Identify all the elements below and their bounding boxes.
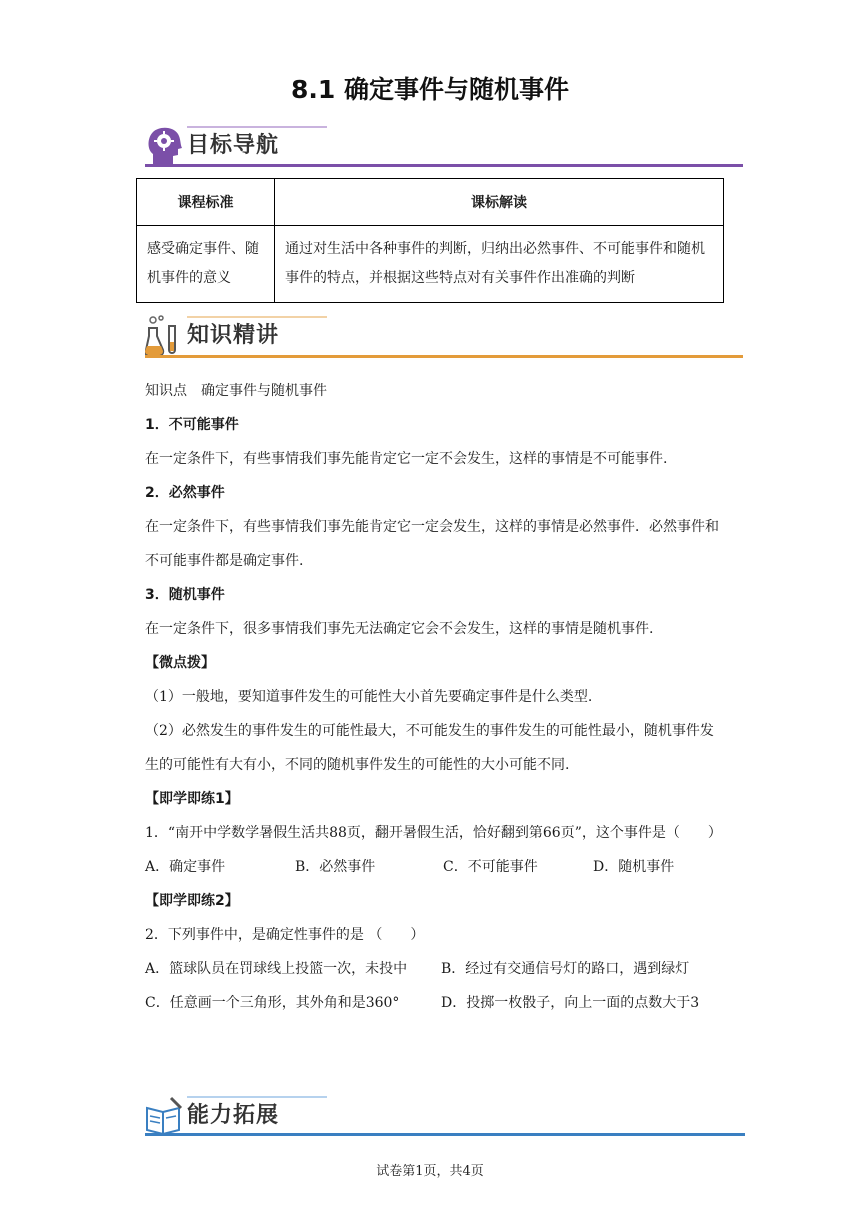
exercise-options: [145, 850, 725, 884]
exercise-heading: 【即学即练2】: [145, 893, 239, 909]
item-heading-random: 3．随机事件: [145, 587, 225, 603]
section-banner-extension: [145, 1094, 745, 1140]
option-b: B．必然事件: [295, 859, 376, 875]
item-text-random: 在一定条件下，很多事情我们事先无法确定它会不会发生，这样的事情是随机事件.: [145, 621, 654, 637]
head-gear-icon: [145, 124, 185, 168]
item-heading-impossible: 1．不可能事件: [145, 417, 239, 433]
option-d: D．投掷一枚骰子，向上一面的点数大于3: [441, 995, 700, 1011]
section-title-knowledge: 知识精讲: [187, 323, 280, 348]
option-c: C．不可能事件: [443, 859, 538, 875]
section-divider: [145, 355, 743, 358]
tip-heading: 【微点拨】: [145, 655, 215, 671]
section-divider: [145, 164, 743, 167]
flask-icon: [145, 314, 185, 358]
section-title-extension: 能力拓展: [187, 1103, 280, 1128]
section-banner-goal: [145, 124, 743, 170]
exercise-options: [145, 952, 725, 986]
curriculum-standards-table: [136, 178, 724, 303]
page-footer: 试卷第1页，共4页: [376, 1164, 484, 1179]
book-pen-icon: [145, 1094, 185, 1138]
table-header-standard: 课程标准: [137, 179, 275, 226]
table-header-row: [137, 179, 724, 226]
section-banner-knowledge: [145, 314, 743, 360]
knowledge-content: [145, 374, 725, 1020]
page-title: 8.1 确定事件与随机事件: [291, 75, 569, 104]
tip-item: （2）必然发生的事件发生的可能性最大，不可能发生的事件发生的可能性最小，随机事件发生的可能性有大有小，不同的随机事件发生的可能性的大小可能不同.: [145, 723, 714, 773]
table-header-interpretation: 课标解读: [275, 179, 724, 226]
table-cell-interpretation: 通过对生活中各种事件的判断，归纳出必然事件、不可能事件和随机事件的特点，并根据这些特点对有关事件作出准确的判断: [275, 226, 724, 303]
item-heading-certain: 2．必然事件: [145, 485, 225, 501]
item-text-impossible: 在一定条件下，有些事情我们事先能肯定它一定不会发生，这样的事情是不可能事件.: [145, 451, 668, 467]
item-text-certain: 在一定条件下，有些事情我们事先能肯定它一定会发生，这样的事情是必然事件．必然事件和不可能事件都是确定事件.: [145, 519, 719, 569]
option-b: B．经过有交通信号灯的路口，遇到绿灯: [441, 961, 690, 977]
section-divider: [145, 1133, 745, 1136]
option-c: C．任意画一个三角形，其外角和是360°: [145, 995, 400, 1011]
exercise-question: 1．“南开中学数学暑假生活共88页，翻开暑假生活，恰好翻到第66页”，这个事件是（ ）: [145, 825, 722, 841]
option-a: A．确定事件: [145, 859, 226, 875]
tip-item: （1）一般地，要知道事件发生的可能性大小首先要确定事件是什么类型.: [145, 689, 593, 705]
exercise-question: 2．下列事件中，是确定性事件的是 （ ）: [145, 927, 425, 943]
section-title-goal: 目标导航: [187, 133, 280, 158]
option-d: D．随机事件: [593, 859, 675, 875]
table-row: [137, 226, 724, 303]
table-cell-standard: 感受确定事件、随机事件的意义: [137, 226, 275, 303]
exercise-options: [145, 986, 725, 1020]
exercise-heading: 【即学即练1】: [145, 791, 239, 807]
option-a: A．篮球队员在罚球线上投篮一次，未投中: [145, 961, 408, 977]
knowledge-point-heading: 知识点 确定事件与随机事件: [145, 383, 327, 399]
